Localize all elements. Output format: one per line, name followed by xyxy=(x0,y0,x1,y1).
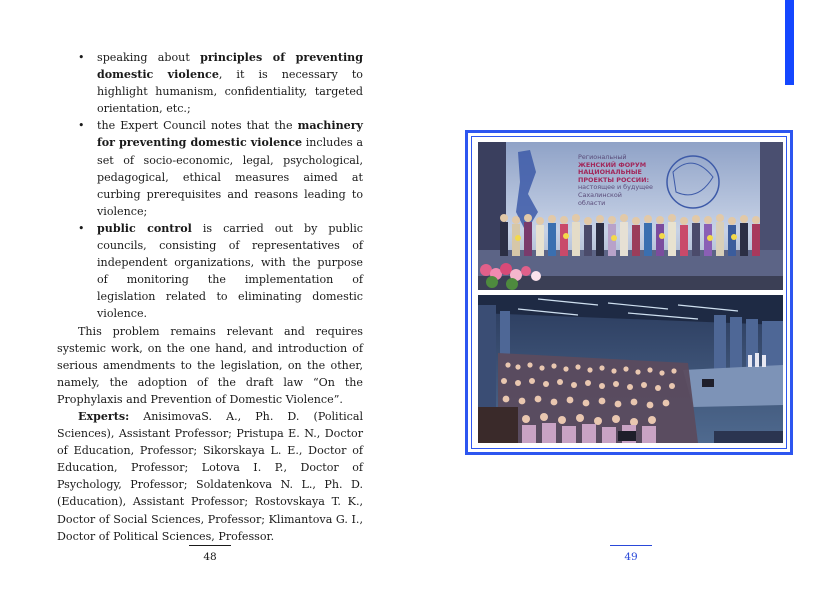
page-number-left xyxy=(188,545,232,564)
forum-banner-text xyxy=(578,154,668,207)
bullet-item xyxy=(97,117,363,220)
conference-hall-photo xyxy=(478,295,783,443)
banner-line: ЖЕНСКИЙ ФОРУМ xyxy=(578,160,647,169)
page-number-rule xyxy=(610,545,652,546)
right-page xyxy=(419,0,839,595)
bullet-text: is carried out by public councils, consisting of representatives of independent organizations, with the purpose of monitoring the implementation of legislation related to eliminating domestic violence. xyxy=(97,221,363,321)
left-page xyxy=(0,0,419,595)
body-paragraph: This problem remains relevant and requires systemic work, on the one hand, and introduction of serious amendments to the legislation, on the other, namely, the adoption of the draft law “On the Prophylaxis and Prevention of Domestic Violence”. xyxy=(57,324,363,406)
bullet-text: includes a set of socio-economic, legal, psychological, pedagogical, ethical measures aimed at curbing prerequisites and reasons leading to violence; xyxy=(97,136,363,218)
banner-line: настоящее и будущее xyxy=(578,183,653,192)
page-number-rule xyxy=(189,545,231,546)
page-number-right xyxy=(609,545,653,564)
banner-line: Сахалинской xyxy=(578,190,622,199)
bullet-item xyxy=(97,49,363,117)
conference-hall-illustration xyxy=(478,295,783,443)
bullet-item xyxy=(97,220,363,323)
bullet-text: speaking about xyxy=(97,51,201,64)
bullet-emphasis: public control xyxy=(97,221,192,235)
bullet-text: the Expert Council notes that the xyxy=(97,119,298,133)
banner-line: Региональный xyxy=(578,153,627,161)
banner-line: ПРОЕКТЫ РОССИИ: xyxy=(578,175,650,184)
experts-label: Experts: xyxy=(78,409,130,423)
forum-stage-photo xyxy=(478,142,783,290)
decorative-blue-bar xyxy=(785,0,794,85)
photo-frame xyxy=(465,130,793,455)
banner-line: НАЦИОНАЛЬНЫЕ xyxy=(578,168,642,177)
banner-line: области xyxy=(578,198,606,207)
bullet-emphasis: machinery for preventing domestic violence xyxy=(97,119,363,150)
experts-paragraph xyxy=(57,408,363,545)
page-number-label: 48 xyxy=(203,551,217,563)
bullet-text: , it is necessary to highlight humanism, confidentiality, targeted orientation, etc.; xyxy=(97,68,363,116)
page-number-label: 49 xyxy=(624,551,638,563)
bullet-list xyxy=(57,49,363,323)
body-text xyxy=(57,49,363,545)
experts-list: AnisimovaS. A., Ph. D. (Political Sciences), Assistant Professor; Pristupa E. N., Doctor of Education, Professor; Sikorskaya L. E., Doctor of Education, Professor; Lotova I. P., Doctor of Psychology, Professor; Soldatenkova N. L., Ph. D. (Education), Assistant Professor; Rostovskaya T. K., Doctor of Social Sciences, Professor; Klimantova G. I., Doctor of Political Sciences, Professor. xyxy=(57,409,363,543)
bullet-emphasis: principles of preventing domestic violence xyxy=(97,51,363,82)
